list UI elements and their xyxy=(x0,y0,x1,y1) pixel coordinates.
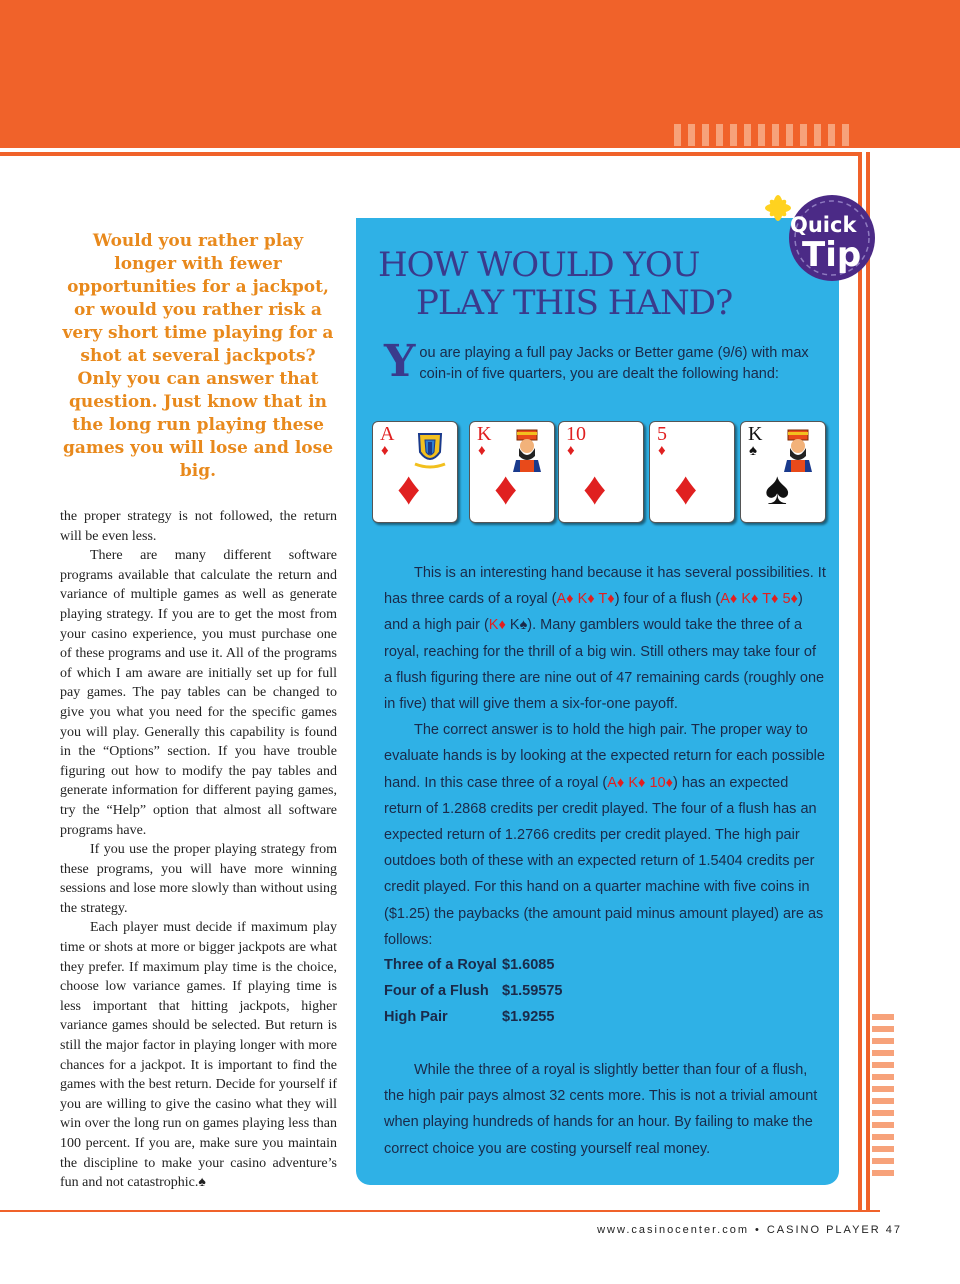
card-suit-diamond-icon: ♦ xyxy=(381,443,389,459)
card-rank: A xyxy=(380,423,395,445)
sidebar-closing-paragraph: While the three of a royal is slightly better than four of a flush, the high pair pays almost 32 cents more. This is not a trivial amount when playing hundreds of hands for an hour. By failing to make the correct choice you are costing yourself real money. xyxy=(384,1062,818,1157)
sparkle-icon xyxy=(765,195,791,221)
right-vertical-rule-2 xyxy=(866,152,870,1210)
quick-tip-badge xyxy=(758,186,878,286)
text-run: ). Many gamblers would take the three of a royal, reaching for the thrill of a big win. Still others may take four of a flush figuring there are nine out of 47 remaining cards (roughly one in five) that will give them a six-for-one payoff. xyxy=(384,617,825,713)
card-center-suit-diamond-icon: ♦ xyxy=(494,463,518,514)
payback-label: High Pair xyxy=(384,1009,448,1026)
playing-card xyxy=(740,421,826,523)
text-run: The correct answer is to hold the high pair. The proper way to evaluate hands is by looking at the expected return for each possible hand. In this case three of a royal ( xyxy=(384,722,825,791)
card-rank: 5 xyxy=(657,423,667,445)
page-number: 47 xyxy=(885,1224,902,1236)
card-center-suit-spade-icon: ♠ xyxy=(765,463,790,514)
card-suit-spade-icon: ♠ xyxy=(749,443,757,459)
text-run: This is an interesting hand because it has several possibilities. It has three cards of a royal ( xyxy=(384,565,826,608)
right-tick-marks xyxy=(872,1014,894,1176)
right-vertical-rule-1 xyxy=(858,152,862,1210)
payback-label: Four of a Flush xyxy=(384,983,489,1000)
top-rule xyxy=(0,152,858,156)
article-paragraph xyxy=(60,918,337,1192)
article-paragraph: There are many different software programs available that calculate the return and variance of multiple games as well as generate playing strategy. If you are to get the most from your casino experience, you must purchase one of these programs and use it. All of the programs of which I am aware are initially set up for full pay games. The pay tables can be changed to give you what you need for the specific games you will play. Generally this capability is found in the “Options” section. If you have trouble figuring out how to modify the pay tables and generate information for different paying games, try the “Help” option that almost all software programs have. xyxy=(60,548,337,838)
pull-quote: Would you rather play longer with fewer opportunities for a jackpot, or would you rather risk a very short time playing for a shot at several jackpots? Only you can answer that question. Just know that in the long run playing these games you will lose and lose big. xyxy=(62,231,334,481)
article-left-column xyxy=(60,507,337,1193)
page-footer xyxy=(597,1224,902,1236)
card-center-suit-diamond-icon: ♦ xyxy=(397,463,421,514)
highlighted-cards: K♦ xyxy=(488,617,506,634)
card-rank: 10 xyxy=(566,423,586,445)
highlighted-cards: A♦ K♦ 10♦ xyxy=(607,774,673,791)
highlighted-cards: A♦ K♦ T♦ 5♦ xyxy=(720,591,798,608)
highlighted-cards: A♦ K♦ T♦ xyxy=(556,591,615,608)
payback-label: Three of a Royal xyxy=(384,957,497,973)
dealt-hand xyxy=(372,421,827,525)
text-run: ) has an expected return of 1.2868 credits per credit played. The four of a flush has an expected return of 1.2766 credits per credit played. The high pair outdoes both of these with an expected return of 1.5404 credits per credit played. For this hand on a quarter machine with five coins in ($1.25) the paybacks (the amount paid minus amount played) are as follows: xyxy=(384,774,824,948)
article-paragraph: If you use the proper playing strategy from these programs, you will have more winning sessions and lose more slowly than without using the strategy. xyxy=(60,842,337,916)
payback-value: $1.59575 xyxy=(502,983,563,1000)
spade-end-mark-icon: ♠ xyxy=(198,1175,206,1191)
playing-card xyxy=(558,421,644,523)
card-suit-diamond-icon: ♦ xyxy=(478,443,486,459)
headline-line-1: HOW WOULD YOU xyxy=(378,245,700,285)
sidebar-headline xyxy=(378,246,732,322)
card-suit-diamond-icon: ♦ xyxy=(567,443,575,459)
badge-tip-label: Tip xyxy=(802,235,862,275)
card-suit-diamond-icon: ♦ xyxy=(658,443,666,459)
sidebar-intro xyxy=(384,336,826,387)
card-center-suit-diamond-icon: ♦ xyxy=(674,463,698,514)
text-run: ) four of a flush ( xyxy=(614,591,721,608)
article-paragraph: the proper strategy is not followed, the return will be even less. xyxy=(60,509,337,544)
footer-separator: • xyxy=(755,1224,761,1236)
card-center-suit-diamond-icon: ♦ xyxy=(583,463,607,514)
playing-card xyxy=(372,421,458,523)
bottom-rule xyxy=(0,1210,880,1212)
top-tick-marks xyxy=(674,124,849,146)
highlighted-cards: K♠ xyxy=(505,617,528,634)
card-rank: K xyxy=(477,423,492,445)
sidebar-paragraph xyxy=(384,560,826,717)
intro-text: ou are playing a full pay Jacks or Better game (9/6) with max coin-in of five quarters, you are dealt the following hand: xyxy=(419,345,809,382)
sidebar-paragraph xyxy=(384,717,826,953)
payback-value: $1.9255 xyxy=(502,1009,555,1026)
table-row xyxy=(384,952,562,978)
playing-card xyxy=(469,421,555,523)
payback-table xyxy=(384,952,562,1031)
footer-url: www.casinocenter.com xyxy=(597,1224,749,1236)
footer-magazine: CASINO PLAYER xyxy=(766,1224,881,1236)
sidebar-body xyxy=(384,560,826,953)
text-run: ) and a high pair ( xyxy=(384,591,803,634)
card-rank: K xyxy=(748,423,763,445)
drop-cap: Y xyxy=(384,336,416,387)
table-row xyxy=(384,978,562,1004)
playing-card xyxy=(649,421,735,523)
headline-line-2: PLAY THIS HAND? xyxy=(416,283,733,323)
table-row xyxy=(384,1004,562,1030)
payback-value: $1.6085 xyxy=(502,957,555,973)
badge-quick-label: Quick xyxy=(790,213,857,237)
article-paragraph-text: Each player must decide if maximum play time or shots at more or bigger jackpots are what they prefer. If maximum play time is the choice, choose low variance games. If playing time is less important that hitting jackpots, higher variance games should be selected. But return is still the major factor in playing longer with more chances for a jackpot. It is important to find the games with the best return. Decide for yourself if you are willing to give the casino what they will win over the long run on games playing less than 100 percent. If you are, make sure you maintain the discipline to make your casino adventure’s fun and not catastrophic. xyxy=(60,920,337,1191)
